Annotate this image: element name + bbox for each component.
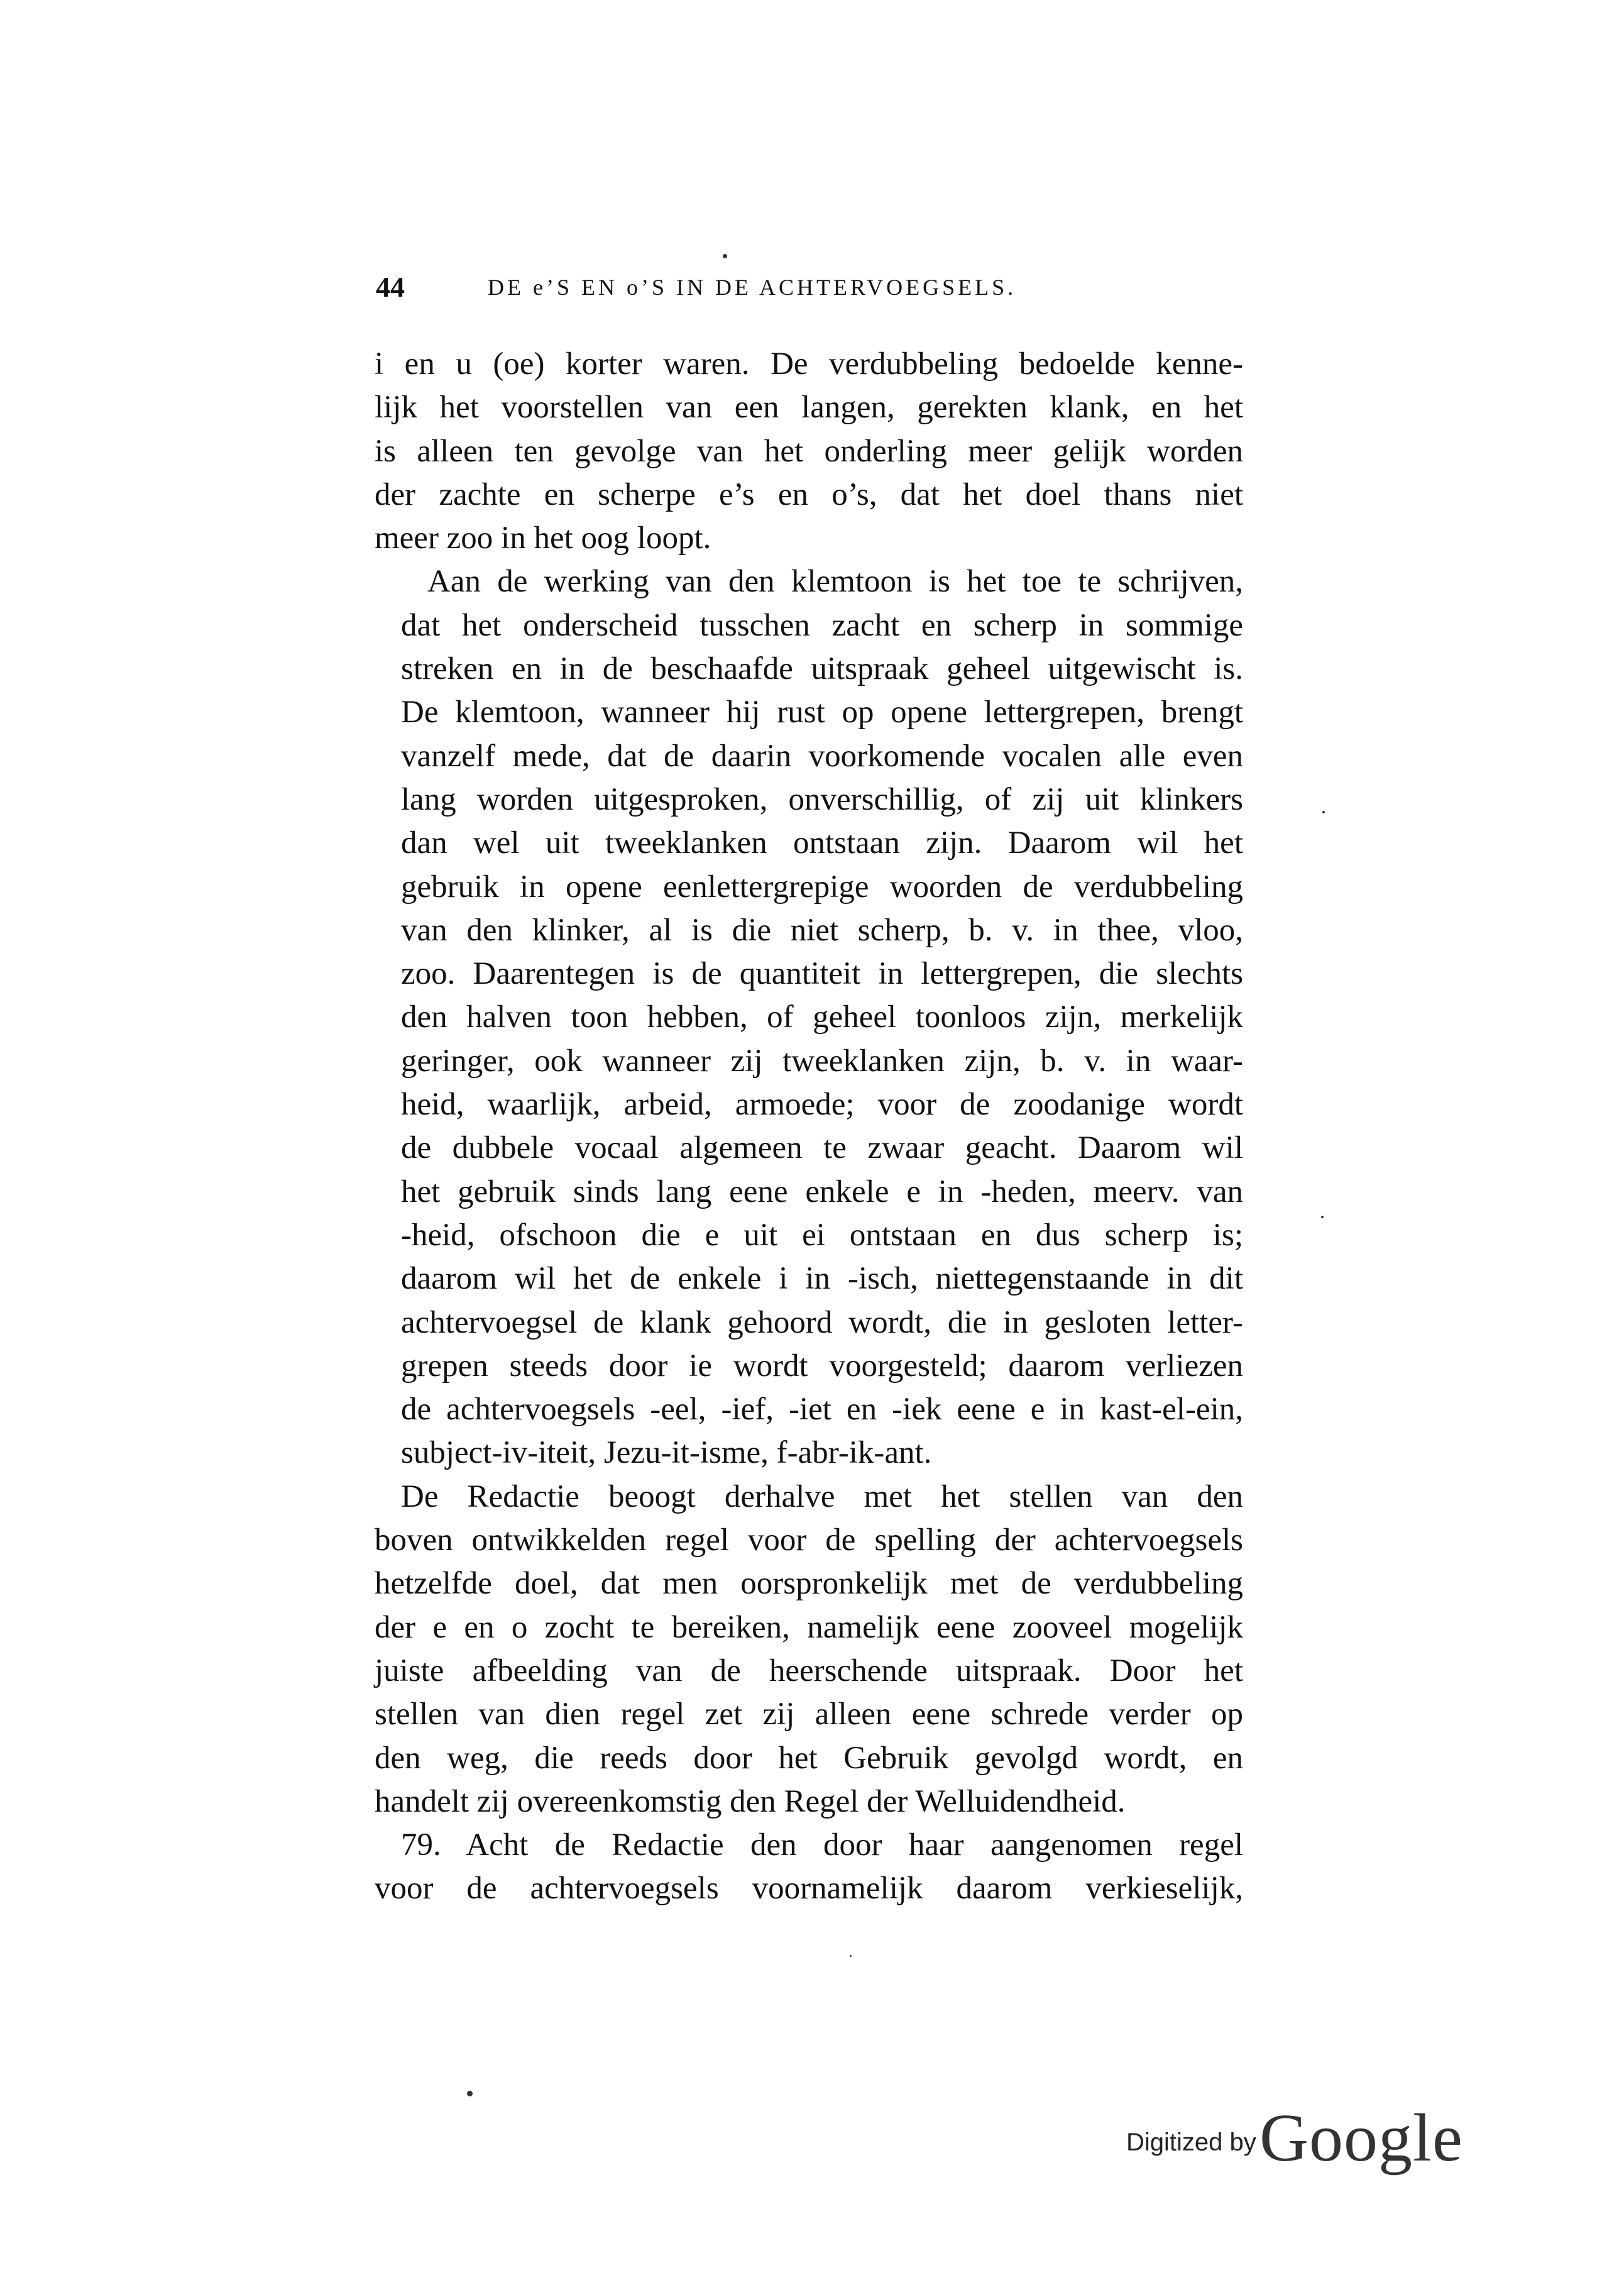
text-line: is alleen ten gevolge van het onderling meer gelijk worden	[375, 433, 1243, 469]
scan-speck	[1321, 1216, 1324, 1218]
scan-speck	[850, 1955, 852, 1957]
page-header	[376, 270, 1256, 308]
text-line: het gebruik sinds lang eene enkele e in -heden, meerv. van	[401, 1174, 1243, 1209]
text-line: lang worden uitgesproken, onverschillig, of zij uit klinkers	[401, 781, 1243, 817]
text-line: subject-iv-iteit, Jezu-it-isme, f-abr-ik-ant.	[401, 1435, 932, 1471]
text-line: den weg, die reeds door het Gebruik gevolgd wordt, en	[375, 1740, 1243, 1776]
text-line: den halven toon hebben, of geheel toonloos zijn, merkelijk	[401, 999, 1243, 1035]
text-line: stellen van dien regel zet zij alleen eene schrede verder op	[375, 1697, 1243, 1732]
running-head: DE e’S EN o’S IN DE ACHTERVOEGSELS.	[488, 275, 1017, 300]
text-line: lijk het voorstellen van een langen, gerekten klank, en het	[375, 390, 1243, 426]
text-line: de achtervoegsels -eel, -ief, -iet en -iek eene e in kast-el-ein,	[401, 1392, 1243, 1428]
paragraph-1	[375, 343, 1243, 560]
text-line: voor de achtervoegsels voornamelijk daarom verkieselijk,	[375, 1871, 1243, 1907]
text-line: i en u (oe) korter waren. De verdubbeling bedoelde kenne-	[375, 346, 1243, 382]
text-line: gebruik in opene eenlettergrepige woorden de verdubbeling	[401, 869, 1243, 905]
text-line: handelt zij overeenkomstig den Regel der Welluidendheid.	[375, 1783, 1126, 1819]
body-text	[375, 343, 1243, 1911]
text-line: achtervoegsel de klank gehoord wordt, die in gesloten letter-	[401, 1304, 1243, 1340]
scan-speck	[467, 2091, 473, 2096]
paragraph-3	[375, 1475, 1243, 1824]
scan-speck	[723, 254, 727, 258]
text-line: De Redactie beoogt derhalve met het stellen van den	[401, 1478, 1243, 1514]
text-line: grepen steeds door ie wordt voorgesteld; daarom verliezen	[401, 1348, 1243, 1384]
digitized-by-watermark	[1126, 2100, 1478, 2176]
text-line: juiste afbeelding van de heerschende uitspraak. Door het	[375, 1653, 1243, 1688]
text-line: zoo. Daarentegen is de quantiteit in lettergrepen, die slechts	[401, 956, 1243, 992]
text-line: dat het onderscheid tusschen zacht en scherp in sommige	[401, 607, 1243, 643]
text-line: daarom wil het de enkele i in -isch, niettegenstaande in dit	[401, 1261, 1243, 1297]
text-line: van den klinker, al is die niet scherp, b. v. in thee, vloo,	[401, 912, 1243, 948]
text-line: Aan de werking van den klemtoon is het toe te schrijven,	[427, 564, 1243, 600]
text-line: der e en o zocht te bereiken, namelijk eene zooveel mogelijk	[375, 1609, 1243, 1645]
text-line: der zachte en scherpe e’s en o’s, dat het doel thans niet	[375, 476, 1243, 512]
text-line: geringer, ook wanneer zij tweeklanken zijn, b. v. in waar-	[401, 1043, 1243, 1079]
page-number: 44	[376, 271, 405, 303]
text-line: heid, waarlijk, arbeid, armoede; voor de zoodanige wordt	[401, 1087, 1243, 1123]
text-line: vanzelf mede, dat de daarin voorkomende vocalen alle even	[401, 738, 1243, 774]
text-line: meer zoo in het oog loopt.	[375, 520, 711, 556]
text-line: dan wel uit tweeklanken ontstaan zijn. Daarom wil het	[401, 825, 1243, 861]
digitized-by-text: Digitized by	[1126, 2128, 1256, 2156]
paragraph-4	[375, 1824, 1243, 1911]
text-line: 79. Acht de Redactie den door haar aangenomen regel	[401, 1827, 1243, 1863]
text-line: de dubbele vocaal algemeen te zwaar geacht. Daarom wil	[401, 1130, 1243, 1166]
text-line: De klemtoon, wanneer hij rust op opene lettergrepen, brengt	[401, 695, 1243, 730]
text-line: -heid, ofschoon die e uit ei ontstaan en dus scherp is;	[401, 1217, 1243, 1253]
scan-speck	[1322, 811, 1325, 813]
text-line: streken en in de beschaafde uitspraak geheel uitgewischt is.	[401, 651, 1243, 687]
google-logo: Google	[1259, 2101, 1463, 2176]
text-line: boven ontwikkelden regel voor de spelling der achtervoegsels	[375, 1522, 1243, 1558]
paragraph-2	[375, 560, 1243, 1475]
text-line: hetzelfde doel, dat men oorspronkelijk met de verdubbeling	[375, 1566, 1243, 1602]
